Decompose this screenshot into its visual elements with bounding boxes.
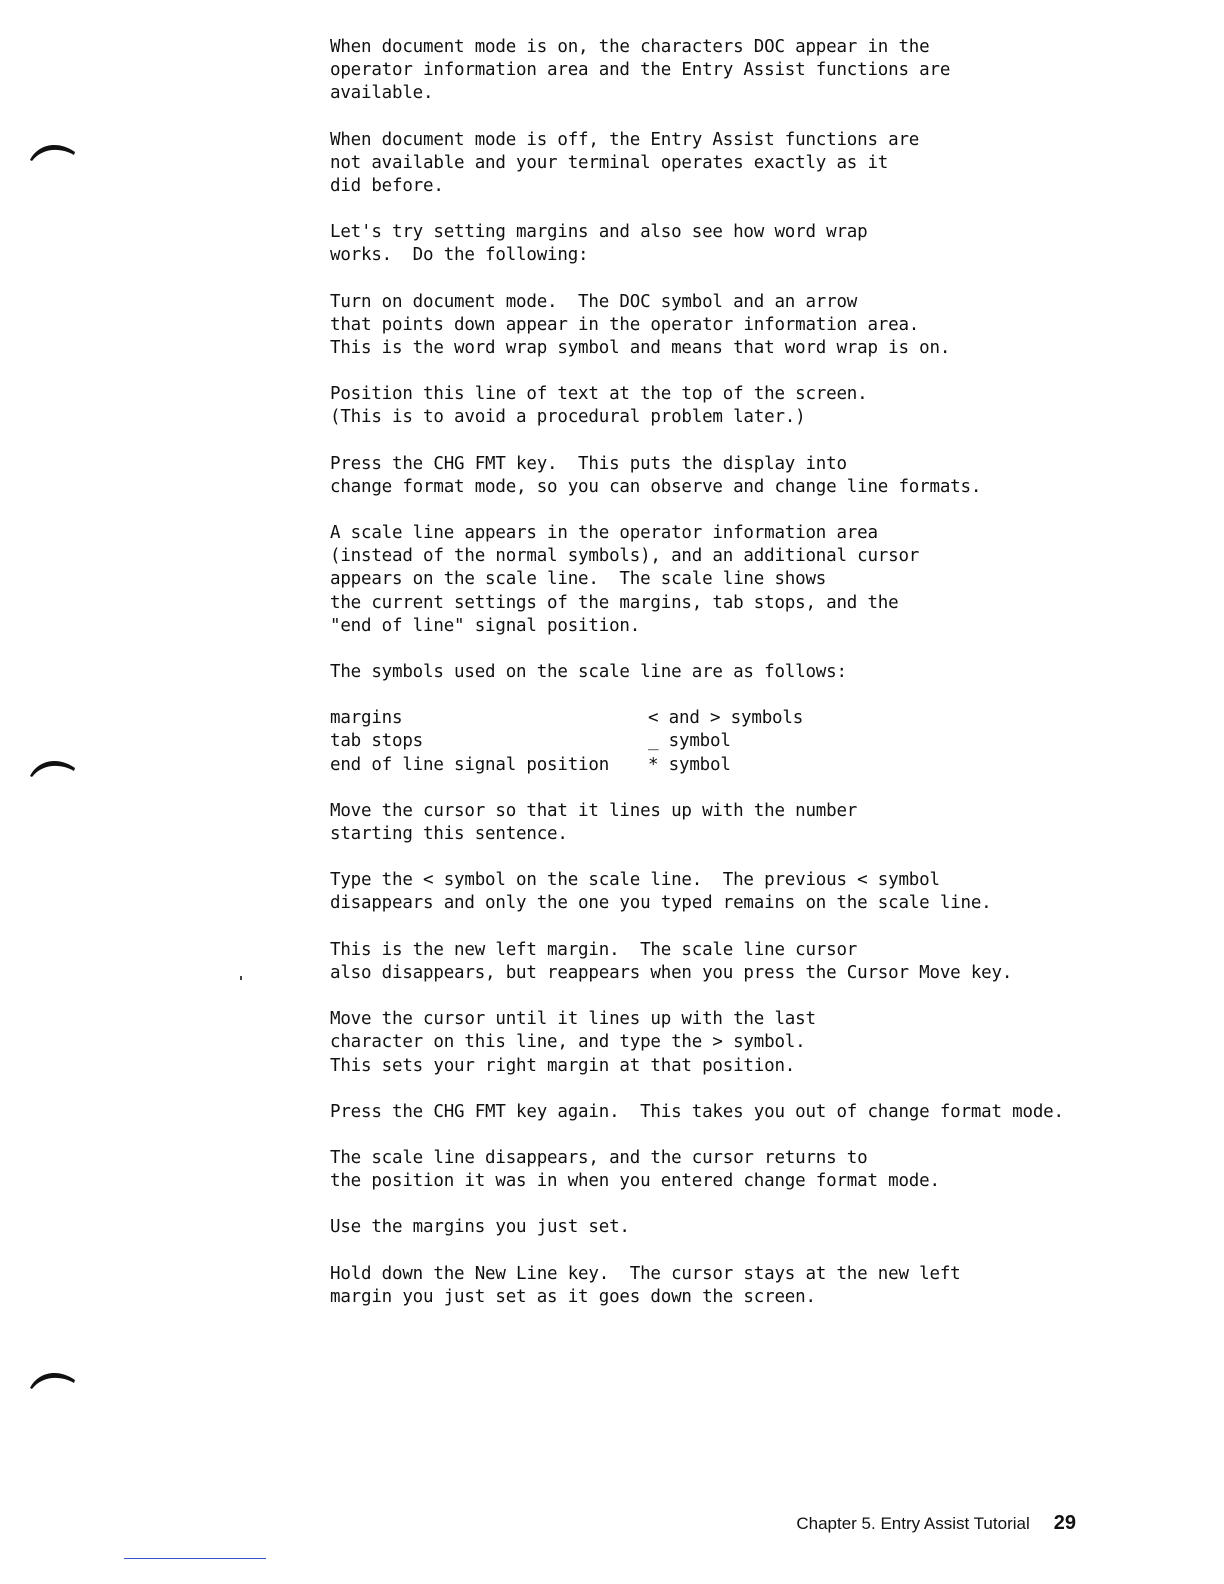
text-line: Let's try setting margins and also see how word wrap [330,222,868,243]
symbol-term: end of line signal position [330,754,610,775]
text-line: starting this sentence. [330,824,568,845]
text-line: Turn on document mode. The DOC symbol and an arrow [330,291,858,312]
paragraph [330,1008,1190,1078]
symbol-row [330,707,1190,730]
symbol-description: * symbol [648,754,731,775]
paragraph [330,869,1190,915]
scale-line-symbols-table [330,707,1190,777]
text-line: Press the CHG FMT key. This puts the display into [330,453,847,474]
text-line: Hold down the New Line key. The cursor stays at the new left [330,1263,961,1284]
text-line: available. [330,83,434,104]
tutorial-body [330,36,1190,1332]
symbol-row [330,754,1190,777]
paragraph [330,1147,1190,1193]
text-line: operator information area and the Entry Assist functions are [330,60,951,81]
paragraph [330,453,1190,499]
text-line: did before. [330,176,444,197]
text-line: The scale line disappears, and the cursor returns to [330,1147,868,1168]
text-line: that points down appear in the operator information area. [330,314,920,335]
paragraph [330,383,1190,429]
paragraph [330,1101,1190,1124]
paragraph [330,291,1190,361]
text-line: This is the word wrap symbol and means that word wrap is on. [330,338,951,359]
text-line: margin you just set as it goes down the screen. [330,1286,816,1307]
text-line: When document mode is off, the Entry Assist functions are [330,129,920,150]
text-line: change format mode, so you can observe and change line formats. [330,476,982,497]
symbol-row [330,730,1190,753]
footer-page-number: 29 [1053,1512,1076,1534]
paragraphs-after [330,800,1190,1309]
paragraph [330,939,1190,985]
footer-rule [124,1558,266,1559]
text-line: Press the CHG FMT key again. This takes you out of change format mode. [330,1101,1064,1122]
footer-chapter-title: Chapter 5. Entry Assist Tutorial [796,1514,1030,1533]
paragraph [330,1216,1190,1239]
scan-speck [240,976,242,980]
binder-hole-mark-top [28,140,78,162]
text-line: (instead of the normal symbols), and an additional cursor [330,546,920,567]
text-line: The symbols used on the scale line are as follows: [330,662,847,683]
text-line: appears on the scale line. The scale line shows [330,569,827,590]
text-line: Position this line of text at the top of the screen. [330,384,868,405]
text-line: works. Do the following: [330,245,589,266]
binder-hole-mark-bottom [28,1368,78,1390]
page-footer [796,1512,1076,1535]
text-line: (This is to avoid a procedural problem later.) [330,407,806,428]
text-line: not available and your terminal operates exactly as it [330,152,889,173]
paragraph [330,800,1190,846]
text-line: the current settings of the margins, tab stops, and the [330,592,899,613]
text-line: "end of line" signal position. [330,615,641,636]
symbol-description: _ symbol [648,731,731,752]
paragraph [330,221,1190,267]
text-line: Use the margins you just set. [330,1217,630,1238]
text-line: A scale line appears in the operator information area [330,523,878,544]
paragraph [330,522,1190,638]
paragraph [330,129,1190,199]
text-line: This sets your right margin at that position. [330,1055,796,1076]
text-line: disappears and only the one you typed remains on the scale line. [330,893,992,914]
text-line: Move the cursor until it lines up with the last [330,1009,816,1030]
symbol-term: margins [330,708,403,729]
paragraph [330,1263,1190,1309]
binder-hole-mark-middle [28,756,78,778]
symbol-term: tab stops [330,731,424,752]
paragraphs-before [330,36,1190,684]
paragraph [330,661,1190,684]
text-line: When document mode is on, the characters DOC appear in the [330,37,930,57]
symbol-description: < and > symbols [648,708,804,729]
text-line: the position it was in when you entered change format mode. [330,1171,940,1192]
paragraph [330,36,1190,106]
text-line: Type the < symbol on the scale line. The previous < symbol [330,870,940,891]
text-line: character on this line, and type the > symbol. [330,1032,806,1053]
text-line: Move the cursor so that it lines up with the number [330,800,858,821]
text-line: also disappears, but reappears when you press the Cursor Move key. [330,962,1013,983]
text-line: This is the new left margin. The scale line cursor [330,939,858,960]
